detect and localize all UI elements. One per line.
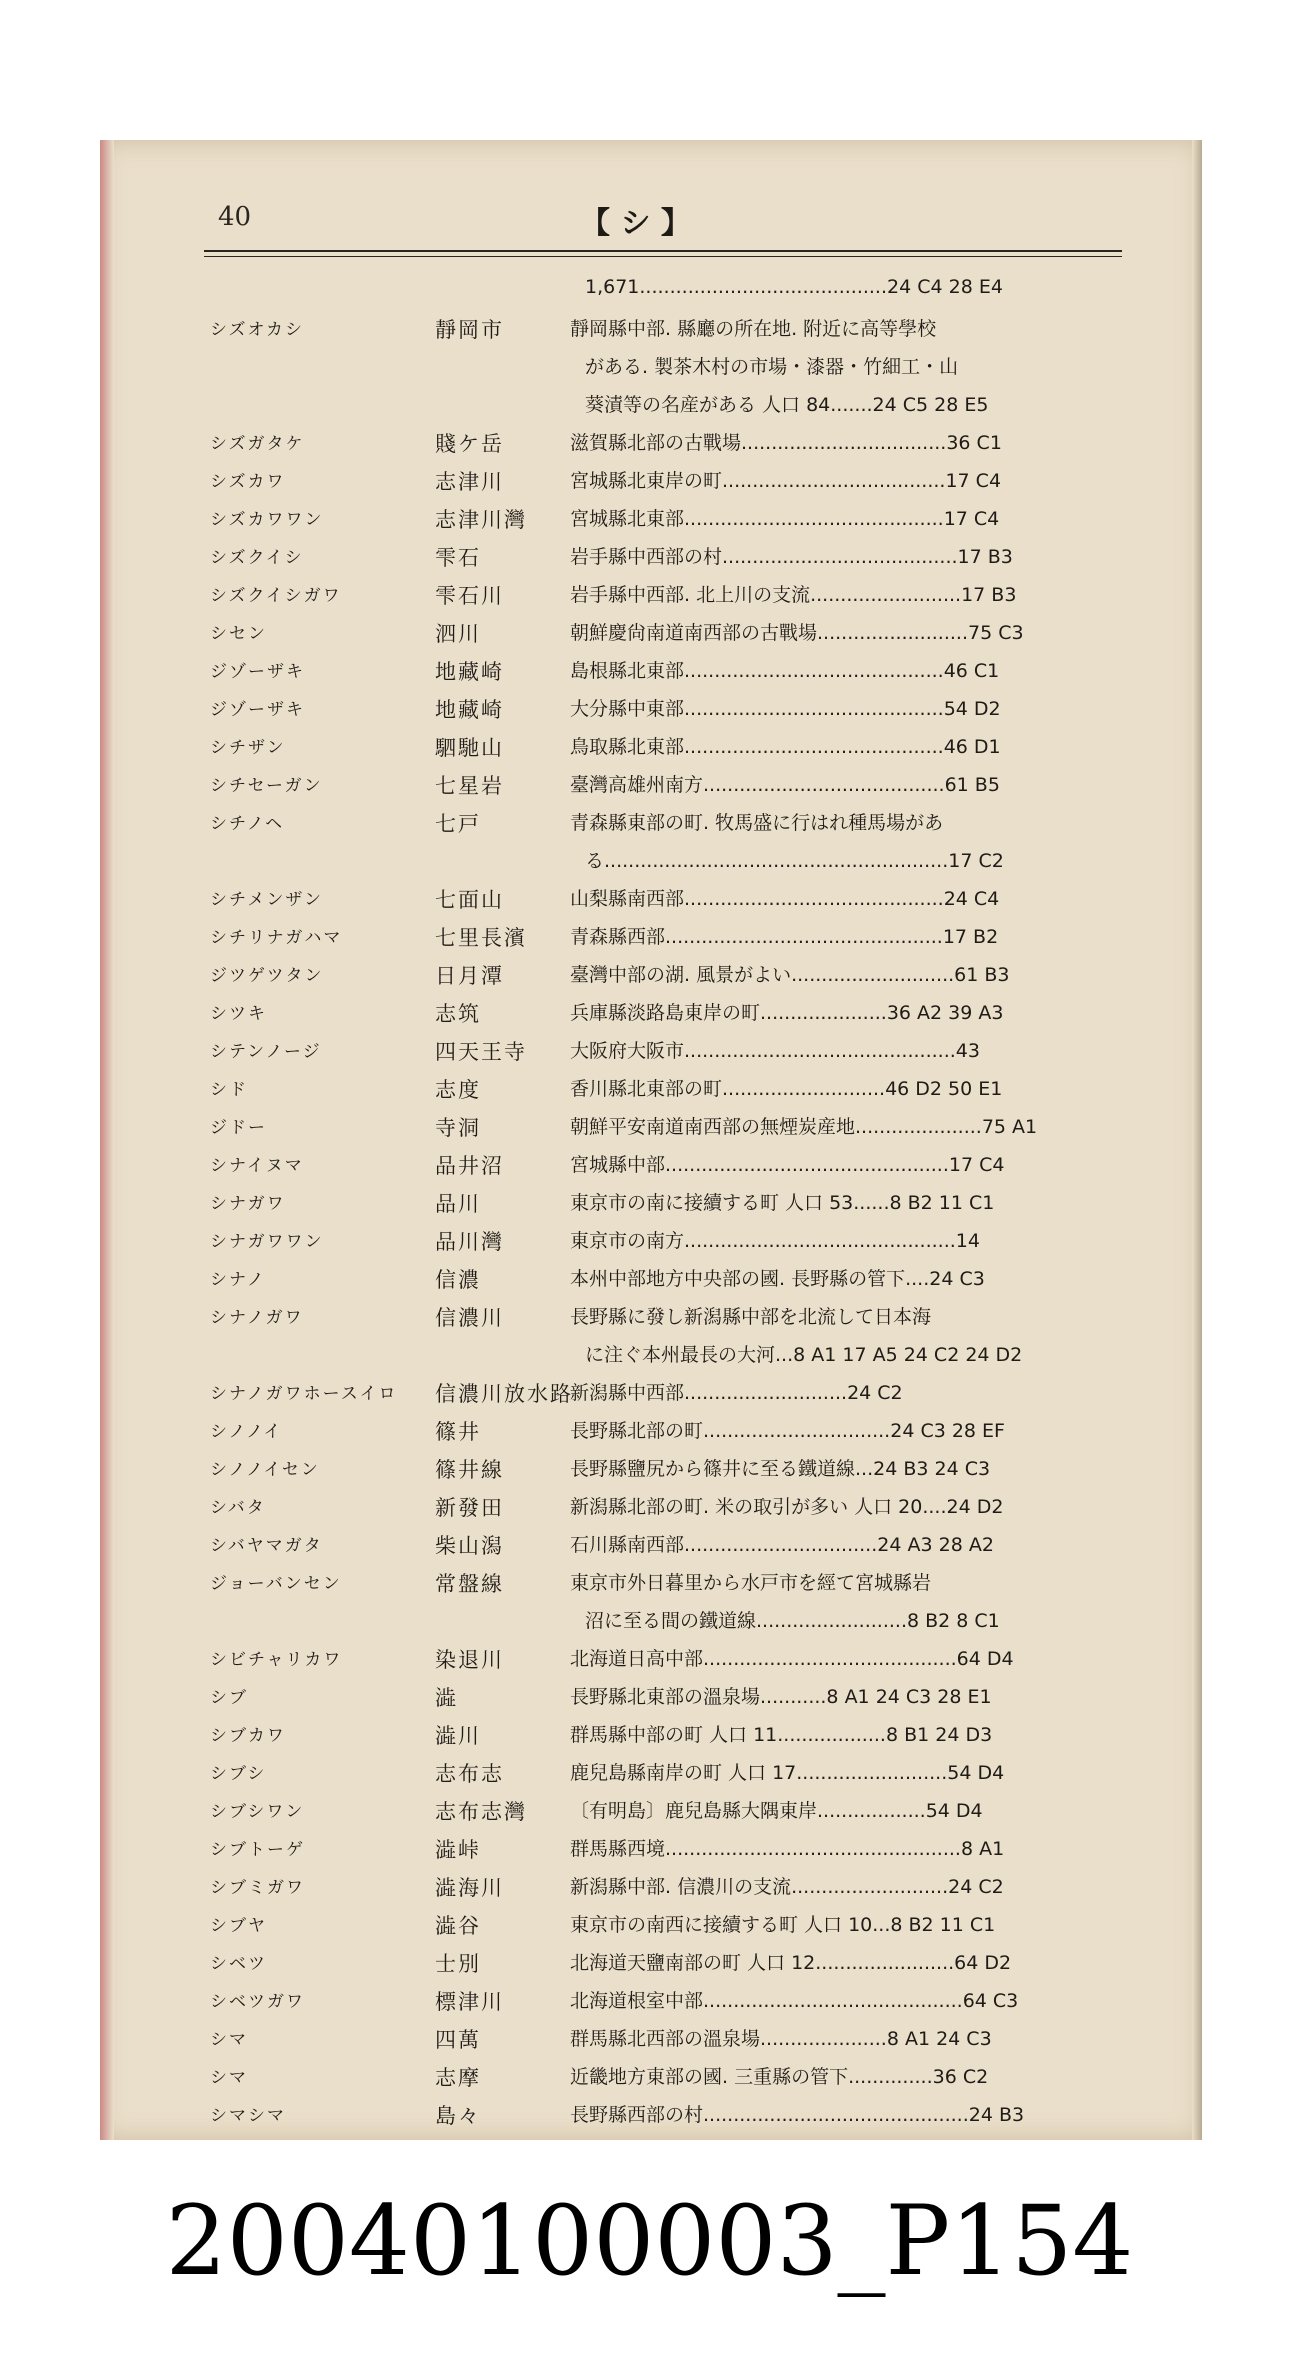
entry-kanji: 泗川: [435, 622, 481, 646]
entry-kana: シナガワワン: [210, 1232, 324, 1252]
entry-row: [210, 2094, 1130, 2132]
entry-kana: シズクイシ: [210, 548, 304, 568]
entry-kana: シベツガワ: [210, 1992, 305, 2012]
entry-kana: シド: [210, 1080, 248, 1100]
scan-identifier: 20040100003_P154: [165, 2185, 1134, 2297]
entry-row: [210, 2056, 1130, 2094]
entry-kanji: 日月潭: [435, 964, 504, 988]
entry-row: [210, 498, 1130, 536]
entry-desc: 北海道日高中部..........................................64 D4: [570, 1648, 1014, 1670]
entry-kanji: 地藏崎: [435, 660, 504, 684]
entry-row: [210, 1448, 1130, 1486]
entry-kanji: 澁海川: [435, 1876, 504, 1900]
entry-row: [210, 992, 1130, 1030]
entry-kana: シノノイセン: [210, 1460, 320, 1480]
entry-kana: シナノガワホースイロ: [210, 1384, 398, 1404]
entry-kana: シブシワン: [210, 1802, 305, 1822]
entry-cont: 1,671.........................................24 C4 28 E4: [585, 276, 1003, 298]
entry-desc: 群馬縣西境.................................................8 A1: [570, 1838, 1005, 1860]
entry-kana: シブミガワ: [210, 1878, 305, 1898]
entry-kana: シチリナガハマ: [210, 928, 343, 948]
entry-desc: 宮城縣北東部...........................................17 C4: [570, 508, 1000, 530]
entry-desc: 石川縣南西部................................24 A3 28 A2: [570, 1534, 994, 1556]
entry-kanji: 賤ケ岳: [435, 432, 504, 456]
entry-kanji: 志筑: [435, 1002, 481, 1026]
entry-kanji: 地藏崎: [435, 698, 504, 722]
entry-kanji: 志津川: [435, 470, 504, 494]
entry-kana: ジョーバンセン: [210, 1574, 342, 1594]
entry-desc: 臺灣高雄州南方........................................61 B5: [570, 774, 1000, 796]
entry-desc: 長野縣北部の町...............................24 C3 28 EF: [570, 1420, 1005, 1442]
entry-row: [210, 1334, 1130, 1372]
entry-kana: シナイヌマ: [210, 1156, 304, 1176]
entry-row: [210, 916, 1130, 954]
entry-desc: 青森縣西部..............................................17 B2: [570, 926, 999, 948]
entry-desc: 青森縣東部の町. 牧馬盛に行はれ種馬場があ: [570, 812, 944, 834]
entry-kana: ジゾーザキ: [210, 662, 305, 682]
entry-desc: 長野縣北東部の溫泉場...........8 A1 24 C3 28 E1: [570, 1686, 992, 1708]
entry-kana: シチセーガン: [210, 776, 323, 796]
entry-row: [210, 1220, 1130, 1258]
entry-kana: シテンノージ: [210, 1042, 322, 1062]
entry-row: [210, 1942, 1130, 1980]
entry-row: [210, 1904, 1130, 1942]
entry-kanji: 標津川: [435, 1990, 504, 2014]
entry-kana: シズオカシ: [210, 320, 304, 340]
entry-kanji: 四天王寺: [435, 1040, 527, 1064]
entry-desc: 臺灣中部の湖. 風景がよい...........................61 B3: [570, 964, 1010, 986]
entry-row: [210, 1410, 1130, 1448]
entry-kana: シズクイシガワ: [210, 586, 342, 606]
entry-kana: シベツ: [210, 1954, 267, 1974]
entry-kana: シナノ: [210, 1270, 266, 1290]
entry-kanji: 七里長濱: [435, 926, 527, 950]
entry-row: [210, 1068, 1130, 1106]
entry-kana: シブカワ: [210, 1726, 286, 1746]
entry-row: [210, 726, 1130, 764]
entry-kanji: 志布志: [435, 1762, 504, 1786]
entry-kana: シズカワ: [210, 472, 286, 492]
page-spine-edge: [100, 140, 114, 2140]
entry-row: [210, 1030, 1130, 1068]
book-page: [100, 140, 1202, 2140]
entry-row: [210, 1106, 1130, 1144]
entry-kanji: 信濃川: [435, 1306, 504, 1330]
entry-kana: シチザン: [210, 738, 286, 758]
entry-cont: る.........................................................17 C2: [585, 850, 1004, 872]
page-header-title: 【 シ 】: [580, 206, 691, 241]
header-rule-thin: [204, 256, 1122, 257]
entry-row: [210, 1372, 1130, 1410]
entry-row: [210, 536, 1130, 574]
entry-kanji: 常盤線: [435, 1572, 504, 1596]
entry-row: [210, 1486, 1130, 1524]
entry-kana: シセン: [210, 624, 267, 644]
entry-desc: 新潟縣中部. 信濃川の支流..........................24 C2: [570, 1876, 1004, 1898]
entry-kana: シマ: [210, 2068, 248, 2088]
entry-kana: シブ: [210, 1688, 248, 1708]
entry-desc: 群馬縣中部の町 人口 11..................8 B1 24 D3: [570, 1724, 993, 1746]
entry-desc: 宮城縣北東岸の町.....................................17 C4: [570, 470, 1002, 492]
entry-row: [210, 1866, 1130, 1904]
entry-row: [210, 878, 1130, 916]
entry-desc: 北海道天鹽南部の町 人口 12.......................64 D2: [570, 1952, 1012, 1974]
entry-kana: ジドー: [210, 1118, 267, 1138]
entry-cont: 葵漬等の名産がある 人口 84.......24 C5 28 E5: [585, 394, 989, 416]
entry-row: [210, 1828, 1130, 1866]
entry-kana: シチノヘ: [210, 814, 285, 834]
entry-kanji: 七星岩: [435, 774, 504, 798]
entry-desc: 兵庫縣淡路島東岸の町.....................36 A2 39 A3: [570, 1002, 1004, 1024]
entry-kanji: 四萬: [435, 2028, 481, 2052]
entry-kanji: 靜岡市: [435, 318, 504, 342]
entry-row: [210, 1980, 1130, 2018]
entry-desc: 新潟縣中西部...........................24 C2: [570, 1382, 903, 1404]
entry-desc: 鹿兒島縣南岸の町 人口 17.........................54 D4: [570, 1762, 1005, 1784]
entry-kanji: 駟馳山: [435, 736, 504, 760]
entry-kana: ジツゲツタン: [210, 966, 324, 986]
entry-kana: シブトーゲ: [210, 1840, 305, 1860]
entry-desc: 朝鮮平安南道南西部の無煙炭産地.....................75 A1: [570, 1116, 1038, 1138]
entry-row: [210, 1600, 1130, 1638]
entry-kanji: 品川灣: [435, 1230, 504, 1254]
entry-kanji: 士別: [435, 1952, 481, 1976]
entry-kanji: 品井沼: [435, 1154, 504, 1178]
entry-kanji: 染退川: [435, 1648, 504, 1672]
entry-kana: シツキ: [210, 1004, 267, 1024]
entry-kana: シビチャリカワ: [210, 1650, 343, 1670]
entry-kana: シバタ: [210, 1498, 266, 1518]
entry-desc: 群馬縣北西部の溫泉場.....................8 A1 24 C3: [570, 2028, 992, 2050]
header-rule-thick: [204, 250, 1122, 252]
entry-row: [210, 2018, 1130, 2056]
entry-row: [210, 1296, 1130, 1334]
entry-desc: 新潟縣北部の町. 米の取引が多い 人口 20....24 D2: [570, 1496, 1004, 1518]
entry-desc: 岩手縣中西部の村.......................................17 B3: [570, 546, 1013, 568]
entry-row: [210, 1752, 1130, 1790]
entry-desc: 長野縣に發し新潟縣中部を北流して日本海: [570, 1306, 932, 1328]
entry-row: [210, 574, 1130, 612]
entry-desc: 近畿地方東部の國. 三重縣の管下..............36 C2: [570, 2066, 989, 2088]
entry-row: [210, 954, 1130, 992]
entry-kanji: 志布志灣: [435, 1800, 527, 1824]
entry-desc: 長野縣鹽尻から篠井に至る鐵道線...24 B3 24 C3: [570, 1458, 991, 1480]
entry-row: [210, 688, 1130, 726]
entry-desc: 東京市の南方.............................................14: [570, 1230, 980, 1252]
entry-desc: 長野縣西部の村............................................24 B3: [570, 2104, 1025, 2126]
entry-row: [210, 764, 1130, 802]
entry-desc: 岩手縣中西部. 北上川の支流.........................17 B3: [570, 584, 1017, 606]
entry-cont: に注ぐ本州最長の大河...8 A1 17 A5 24 C2 24 D2: [585, 1344, 1023, 1366]
entry-desc: 東京市の南西に接續する町 人口 10...8 B2 11 C1: [570, 1914, 996, 1936]
entry-row: [210, 422, 1130, 460]
entry-row: [210, 460, 1130, 498]
entry-row: [210, 1144, 1130, 1182]
entry-kana: シマ: [210, 2030, 248, 2050]
entry-kanji: 柴山潟: [435, 1534, 504, 1558]
entry-kanji: 七戸: [435, 812, 481, 836]
entry-kanji: 新發田: [435, 1496, 504, 1520]
page-right-edge: [1192, 140, 1202, 2140]
entry-desc: 北海道根室中部...........................................64 C3: [570, 1990, 1019, 2012]
entry-desc: 本州中部地方中央部の國. 長野縣の管下....24 C3: [570, 1268, 985, 1290]
entry-kana: シバヤマガタ: [210, 1536, 323, 1556]
entry-row: [210, 384, 1130, 422]
entry-kana: シズカワワン: [210, 510, 324, 530]
entry-row: [210, 650, 1130, 688]
entry-desc: 鳥取縣北東部...........................................46 D1: [570, 736, 1001, 758]
entry-row: [210, 308, 1130, 346]
entry-kanji: 信濃川放水路: [435, 1382, 573, 1406]
entry-desc: 宮城縣中部...............................................17 C4: [570, 1154, 1005, 1176]
entry-row: [210, 270, 1130, 308]
entry-kanji: 寺洞: [435, 1116, 481, 1140]
entry-desc: 大阪府大阪市.............................................43: [570, 1040, 980, 1062]
entry-kanji: 澁川: [435, 1724, 481, 1748]
entry-row: [210, 1790, 1130, 1828]
entry-row: [210, 1182, 1130, 1220]
entry-cont: 沼に至る間の鐵道線.........................8 B2 8 C1: [585, 1610, 1000, 1632]
entry-kana: シノノイ: [210, 1422, 283, 1442]
entry-desc: 朝鮮慶尙南道南西部の古戰場.........................75 C3: [570, 622, 1024, 644]
entry-kanji: 品川: [435, 1192, 481, 1216]
entry-kanji: 島々: [435, 2104, 481, 2128]
entry-kanji: 澁: [435, 1686, 458, 1710]
entry-kanji: 信濃: [435, 1268, 481, 1292]
entry-desc: 靜岡縣中部. 縣廳の所在地. 附近に高等學校: [570, 318, 937, 340]
entry-kanji: 澁峠: [435, 1838, 481, 1862]
gazetteer-entries: [210, 270, 1130, 2132]
entry-desc: 山梨縣南西部...........................................24 C4: [570, 888, 1000, 910]
entry-kanji: 七面山: [435, 888, 504, 912]
entry-row: [210, 840, 1130, 878]
entry-desc: 島根縣北東部...........................................46 C1: [570, 660, 1000, 682]
entry-kanji: 雫石川: [435, 584, 504, 608]
entry-kana: シズガタケ: [210, 434, 305, 454]
entry-row: [210, 612, 1130, 650]
entry-row: [210, 346, 1130, 384]
entry-kanji: 志津川灣: [435, 508, 527, 532]
entry-desc: 東京市の南に接續する町 人口 53......8 B2 11 C1: [570, 1192, 995, 1214]
entry-kanji: 志摩: [435, 2066, 481, 2090]
entry-desc: 香川縣北東部の町...........................46 D2 50 E1: [570, 1078, 1003, 1100]
entry-desc: 大分縣中東部...........................................54 D2: [570, 698, 1001, 720]
entry-kana: シブヤ: [210, 1916, 267, 1936]
entry-kanji: 志度: [435, 1078, 481, 1102]
entry-row: [210, 802, 1130, 840]
entry-kana: ジゾーザキ: [210, 700, 305, 720]
page-number: 40: [218, 202, 252, 232]
entry-kana: シナガワ: [210, 1194, 286, 1214]
entry-row: [210, 1562, 1130, 1600]
entry-kanji: 澁谷: [435, 1914, 481, 1938]
entry-desc: 東京市外日暮里から水戸市を經て宮城縣岩: [570, 1572, 932, 1594]
entry-kanji: 篠井: [435, 1420, 481, 1444]
entry-row: [210, 1258, 1130, 1296]
entry-row: [210, 1524, 1130, 1562]
entry-desc: 滋賀縣北部の古戰場..................................36 C1: [570, 432, 1002, 454]
entry-kanji: 雫石: [435, 546, 481, 570]
entry-row: [210, 1714, 1130, 1752]
entry-row: [210, 1676, 1130, 1714]
entry-kana: シチメンザン: [210, 890, 323, 910]
entry-desc: 〔有明島〕鹿兒島縣大隅東岸..................54 D4: [570, 1800, 983, 1822]
entry-kana: シブシ: [210, 1764, 267, 1784]
entry-kana: シマシマ: [210, 2106, 286, 2126]
entry-cont: がある. 製茶木村の市場・漆器・竹細工・山: [585, 356, 959, 378]
entry-kana: シナノガワ: [210, 1308, 304, 1328]
entry-row: [210, 1638, 1130, 1676]
entry-kanji: 篠井線: [435, 1458, 504, 1482]
